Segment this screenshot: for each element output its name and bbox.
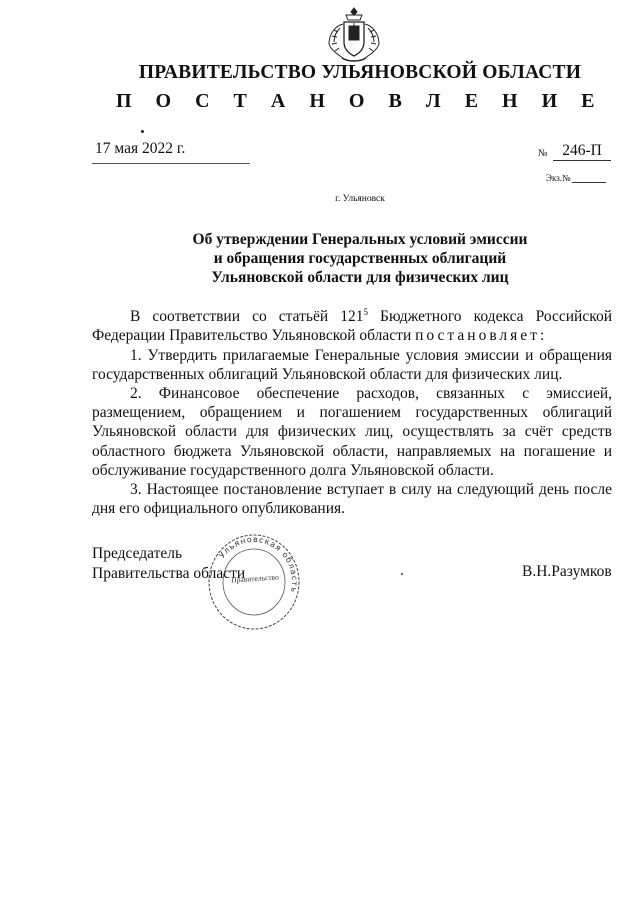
document-number: 246-П	[553, 141, 611, 161]
article-superscript: 5	[363, 307, 368, 317]
city-name: г. Ульяновск	[335, 194, 385, 204]
preamble-paragraph	[92, 303, 612, 346]
clause-3: 3. Настоящее постановление вступает в силу на следующий день после дня его официального опубликования.	[92, 480, 612, 518]
document-title	[110, 230, 610, 287]
resolves-word: постановляет	[415, 327, 540, 345]
document-date: 17 мая 2022 г.	[95, 140, 186, 157]
seal-center-text: Правительство	[230, 572, 280, 585]
preamble-text: Бюджетного кодекса Российской Федерации Правительство Ульяновской области	[92, 308, 613, 345]
svg-text:Ульяновская область	[217, 535, 299, 594]
clause-1: 1. Утвердить прилагаемые Генеральные условия эмиссии и обращения государственных облигаций Ульяновской области для физических лиц.	[92, 346, 612, 383]
preamble-text: В соответствии со статьёй 121	[130, 308, 364, 326]
clause-2: 2. Финансовое обеспечение расходов, связанных с эмиссией, размещением, обращением и погашением государственных облигаций Ульяновской области для физических лиц, осуществлять за счёт средств областного бюджета Ульяновской области, направляемых на погашение и обслуживание государственного долга Ульяновской области.	[92, 384, 612, 479]
title-line: и обращения государственных облигаций	[213, 250, 507, 267]
date-underline	[92, 163, 250, 164]
title-line: Об утверждении Генеральных условий эмиссии	[192, 231, 528, 248]
role-line: Председатель	[92, 545, 183, 562]
seal-ring-text: Ульяновская область	[217, 534, 300, 594]
role-line: Правительства области	[92, 564, 246, 582]
coat-of-arms-emblem	[322, 6, 386, 64]
preamble-colon: :	[539, 327, 545, 345]
title-line: Ульяновской области для физических лиц	[211, 269, 509, 286]
number-label: №	[538, 148, 548, 159]
copy-number-blank	[572, 182, 606, 183]
copy-label: Экз.№	[546, 173, 571, 183]
document-type-heading: П О С Т А Н О В Л Е Н И Е	[116, 90, 604, 112]
organization-title: ПРАВИТЕЛЬСТВО УЛЬЯНОВСКОЙ ОБЛАСТИ	[138, 62, 582, 83]
ink-dot	[141, 130, 144, 133]
document-body	[92, 303, 612, 518]
signatory-name: В.Н.Разумков	[522, 563, 612, 580]
ink-dot	[401, 573, 403, 575]
copy-number-field	[546, 173, 606, 183]
